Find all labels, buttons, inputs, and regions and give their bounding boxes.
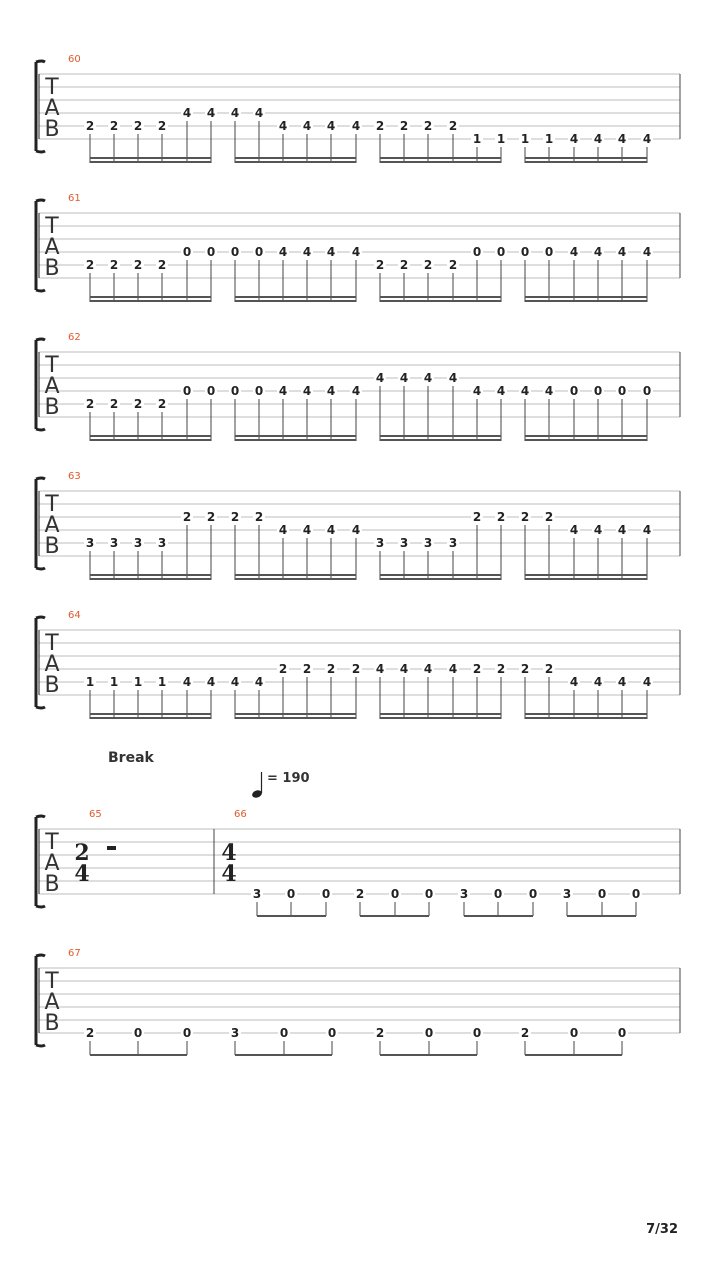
fret-number: 4 <box>496 384 506 398</box>
fret-number: 2 <box>157 119 167 133</box>
beam <box>525 578 647 580</box>
fret-number: 2 <box>302 662 312 676</box>
beam <box>380 574 501 576</box>
fret-number: 2 <box>472 662 482 676</box>
fret-number: 4 <box>278 523 288 537</box>
tab-clef-letter: A <box>44 652 60 677</box>
fret-number: 0 <box>493 887 503 901</box>
beam <box>235 717 356 719</box>
fret-number: 0 <box>569 1026 579 1040</box>
fret-number: 2 <box>544 662 554 676</box>
fret-number: 0 <box>182 245 192 259</box>
fret-number: 1 <box>133 675 143 689</box>
fret-number: 2 <box>182 510 192 524</box>
section-label-break: Break <box>108 750 154 766</box>
fret-number: 1 <box>496 132 506 146</box>
beam <box>360 915 429 917</box>
fret-number: 0 <box>424 887 434 901</box>
beam <box>525 1054 622 1056</box>
measure-number: 67 <box>68 948 81 959</box>
fret-number: 4 <box>569 523 579 537</box>
beam <box>235 296 356 298</box>
beam <box>525 157 647 159</box>
fret-number: 2 <box>448 119 458 133</box>
beam <box>380 1054 477 1056</box>
fret-number: 2 <box>206 510 216 524</box>
fret-number: 4 <box>593 245 603 259</box>
beam <box>380 439 501 441</box>
fret-number: 4 <box>642 132 652 146</box>
fret-number: 4 <box>399 662 409 676</box>
beam <box>235 161 356 163</box>
fret-number: 4 <box>254 675 264 689</box>
beam <box>90 713 211 715</box>
fret-number: 0 <box>617 1026 627 1040</box>
beam <box>235 439 356 441</box>
fret-number: 3 <box>459 887 469 901</box>
fret-number: 4 <box>351 119 361 133</box>
beam <box>90 578 211 580</box>
fret-number: 0 <box>520 245 530 259</box>
fret-number: 2 <box>472 510 482 524</box>
fret-number: 4 <box>375 662 385 676</box>
fret-number: 2 <box>230 510 240 524</box>
tab-system-4 <box>36 471 680 580</box>
fret-number: 2 <box>85 119 95 133</box>
tab-clef-letter: T <box>45 631 59 656</box>
fret-number: 4 <box>206 675 216 689</box>
fret-number: 4 <box>206 106 216 120</box>
beam <box>90 435 211 437</box>
fret-number: 4 <box>593 132 603 146</box>
fret-number: 2 <box>423 119 433 133</box>
beam <box>525 439 647 441</box>
fret-number: 3 <box>157 536 167 550</box>
beam <box>380 296 501 298</box>
fret-number: 0 <box>286 887 296 901</box>
fret-number: 0 <box>230 384 240 398</box>
time-signature-digit: 4 <box>74 861 90 887</box>
measure-number: 61 <box>68 193 81 204</box>
tab-system-7 <box>36 948 680 1056</box>
tempo-marking: = 190 <box>267 771 310 786</box>
fret-number: 4 <box>230 675 240 689</box>
fret-number: 0 <box>321 887 331 901</box>
measure-number: 63 <box>68 471 81 482</box>
fret-number: 2 <box>496 510 506 524</box>
fret-number: 4 <box>569 675 579 689</box>
fret-number: 4 <box>326 384 336 398</box>
fret-number: 3 <box>375 536 385 550</box>
fret-number: 3 <box>399 536 409 550</box>
fret-number: 4 <box>375 371 385 385</box>
beam <box>380 161 501 163</box>
fret-number: 0 <box>182 384 192 398</box>
fret-number: 2 <box>109 397 119 411</box>
tab-clef-letter: A <box>44 513 60 538</box>
beam <box>380 717 501 719</box>
fret-number: 3 <box>109 536 119 550</box>
tab-clef-letter: B <box>44 395 60 420</box>
tab-system-6 <box>36 809 680 917</box>
fret-number: 2 <box>520 510 530 524</box>
beam <box>380 300 501 302</box>
fret-number: 0 <box>631 887 641 901</box>
fret-number: 0 <box>617 384 627 398</box>
fret-number: 3 <box>562 887 572 901</box>
fret-number: 3 <box>448 536 458 550</box>
fret-number: 0 <box>544 245 554 259</box>
fret-number: 4 <box>569 245 579 259</box>
fret-number: 2 <box>375 119 385 133</box>
fret-number: 0 <box>642 384 652 398</box>
fret-number: 2 <box>157 397 167 411</box>
fret-number: 1 <box>520 132 530 146</box>
page-number: 7/32 <box>646 1222 678 1237</box>
fret-number: 2 <box>399 119 409 133</box>
fret-number: 3 <box>423 536 433 550</box>
fret-number: 0 <box>230 245 240 259</box>
beam <box>464 915 533 917</box>
fret-number: 4 <box>423 662 433 676</box>
fret-number: 0 <box>327 1026 337 1040</box>
fret-number: 4 <box>593 523 603 537</box>
beam <box>380 578 501 580</box>
beam <box>235 435 356 437</box>
fret-number: 4 <box>182 106 192 120</box>
tab-clef-letter: A <box>44 990 60 1015</box>
fret-number: 4 <box>351 384 361 398</box>
fret-number: 4 <box>593 675 603 689</box>
tab-clef-letter: A <box>44 235 60 260</box>
beam <box>525 296 647 298</box>
tab-system-1 <box>36 54 680 163</box>
tab-system-2 <box>36 193 680 302</box>
tab-clef-letter: B <box>44 117 60 142</box>
measure-number: 64 <box>68 610 81 621</box>
fret-number: 3 <box>85 536 95 550</box>
fret-number: 0 <box>133 1026 143 1040</box>
fret-number: 2 <box>520 1026 530 1040</box>
fret-number: 0 <box>424 1026 434 1040</box>
fret-number: 2 <box>157 258 167 272</box>
fret-number: 2 <box>85 397 95 411</box>
beam <box>525 574 647 576</box>
tab-clef-letter: B <box>44 872 60 897</box>
tab-system-3 <box>36 332 680 441</box>
fret-number: 4 <box>617 523 627 537</box>
beam <box>525 161 647 163</box>
fret-number: 0 <box>206 245 216 259</box>
fret-number: 4 <box>399 371 409 385</box>
fret-number: 2 <box>351 662 361 676</box>
tab-clef-letter: T <box>45 830 59 855</box>
tab-clef-letter: T <box>45 75 59 100</box>
beam <box>567 915 636 917</box>
fret-number: 0 <box>206 384 216 398</box>
fret-number: 0 <box>496 245 506 259</box>
fret-number: 4 <box>254 106 264 120</box>
beam <box>525 300 647 302</box>
beam <box>90 157 211 159</box>
tab-clef-letter: T <box>45 353 59 378</box>
fret-number: 2 <box>133 397 143 411</box>
fret-number: 0 <box>528 887 538 901</box>
fret-number: 4 <box>351 245 361 259</box>
fret-number: 4 <box>448 371 458 385</box>
beam <box>235 713 356 715</box>
fret-number: 0 <box>472 245 482 259</box>
fret-number: 0 <box>279 1026 289 1040</box>
tab-clef-letter: A <box>44 851 60 876</box>
fret-number: 4 <box>617 245 627 259</box>
beam <box>90 717 211 719</box>
tab-system-5 <box>36 610 680 719</box>
tab-clef-letter: B <box>44 673 60 698</box>
beam <box>235 578 356 580</box>
fret-number: 2 <box>109 119 119 133</box>
fret-number: 4 <box>617 675 627 689</box>
fret-number: 4 <box>448 662 458 676</box>
beam <box>380 435 501 437</box>
fret-number: 2 <box>544 510 554 524</box>
fret-number: 4 <box>544 384 554 398</box>
beam <box>257 915 326 917</box>
beam <box>90 439 211 441</box>
rest-symbol <box>107 846 116 850</box>
beam <box>90 1054 187 1056</box>
fret-number: 1 <box>109 675 119 689</box>
time-signature-digit: 2 <box>74 840 90 866</box>
tab-clef-letter: B <box>44 256 60 281</box>
fret-number: 4 <box>278 119 288 133</box>
beam <box>525 717 647 719</box>
beam <box>380 713 501 715</box>
fret-number: 1 <box>472 132 482 146</box>
fret-number: 4 <box>326 523 336 537</box>
fret-number: 2 <box>278 662 288 676</box>
fret-number: 0 <box>597 887 607 901</box>
beam <box>90 574 211 576</box>
fret-number: 4 <box>326 245 336 259</box>
fret-number: 4 <box>302 245 312 259</box>
fret-number: 4 <box>642 245 652 259</box>
tab-clef-letter: T <box>45 214 59 239</box>
fret-number: 4 <box>520 384 530 398</box>
time-signature-digit: 4 <box>221 861 237 887</box>
fret-number: 3 <box>252 887 262 901</box>
fret-number: 4 <box>182 675 192 689</box>
measure-number: 60 <box>68 54 81 65</box>
fret-number: 0 <box>254 384 264 398</box>
fret-number: 2 <box>85 1026 95 1040</box>
fret-number: 4 <box>278 384 288 398</box>
fret-number: 1 <box>157 675 167 689</box>
fret-number: 0 <box>472 1026 482 1040</box>
beam <box>235 574 356 576</box>
tab-clef-letter: B <box>44 534 60 559</box>
tab-clef-letter: A <box>44 374 60 399</box>
fret-number: 3 <box>133 536 143 550</box>
fret-number: 4 <box>569 132 579 146</box>
fret-number: 0 <box>569 384 579 398</box>
fret-number: 2 <box>355 887 365 901</box>
measure-number: 65 <box>89 809 102 820</box>
fret-number: 0 <box>593 384 603 398</box>
fret-number: 1 <box>85 675 95 689</box>
fret-number: 2 <box>85 258 95 272</box>
fret-number: 0 <box>390 887 400 901</box>
measure-number: 66 <box>234 809 247 820</box>
beam <box>235 1054 332 1056</box>
fret-number: 0 <box>254 245 264 259</box>
fret-number: 3 <box>230 1026 240 1040</box>
beam <box>525 713 647 715</box>
fret-number: 2 <box>133 119 143 133</box>
fret-number: 4 <box>642 675 652 689</box>
fret-number: 2 <box>448 258 458 272</box>
fret-number: 2 <box>375 258 385 272</box>
fret-number: 4 <box>642 523 652 537</box>
fret-number: 2 <box>520 662 530 676</box>
fret-number: 2 <box>375 1026 385 1040</box>
fret-number: 2 <box>109 258 119 272</box>
fret-number: 4 <box>326 119 336 133</box>
beam <box>90 296 211 298</box>
quarter-note-icon <box>251 772 263 799</box>
beam <box>235 157 356 159</box>
tab-clef-letter: A <box>44 96 60 121</box>
beam <box>525 435 647 437</box>
fret-number: 4 <box>278 245 288 259</box>
fret-number: 2 <box>399 258 409 272</box>
tab-clef-letter: T <box>45 492 59 517</box>
beam <box>90 161 211 163</box>
beam <box>380 157 501 159</box>
beam <box>235 300 356 302</box>
fret-number: 2 <box>423 258 433 272</box>
fret-number: 4 <box>302 523 312 537</box>
fret-number: 1 <box>544 132 554 146</box>
time-signature-digit: 4 <box>221 840 237 866</box>
fret-number: 2 <box>496 662 506 676</box>
tab-clef-letter: T <box>45 969 59 994</box>
fret-number: 4 <box>302 119 312 133</box>
fret-number: 2 <box>326 662 336 676</box>
fret-number: 4 <box>230 106 240 120</box>
fret-number: 4 <box>423 371 433 385</box>
fret-number: 0 <box>182 1026 192 1040</box>
fret-number: 4 <box>617 132 627 146</box>
beam <box>90 300 211 302</box>
fret-number: 2 <box>254 510 264 524</box>
fret-number: 4 <box>472 384 482 398</box>
fret-number: 4 <box>302 384 312 398</box>
tab-clef-letter: B <box>44 1011 60 1036</box>
measure-number: 62 <box>68 332 81 343</box>
fret-number: 2 <box>133 258 143 272</box>
fret-number: 4 <box>351 523 361 537</box>
